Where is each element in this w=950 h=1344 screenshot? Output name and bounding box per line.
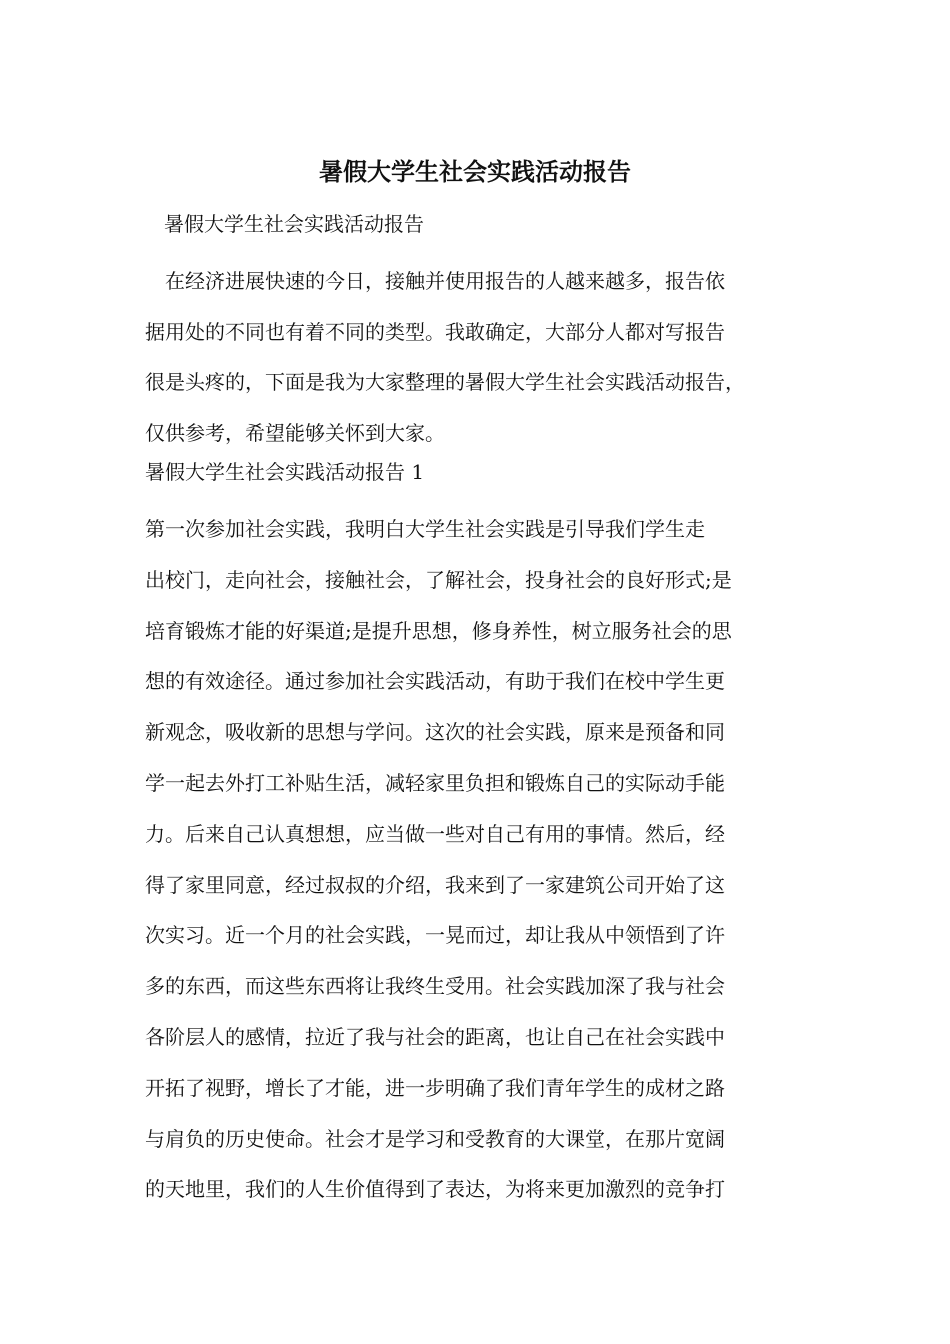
body-line: 学一起去外打工补贴生活，减轻家里负担和锻炼自己的实际动手能 <box>145 770 725 795</box>
body-line: 的天地里，我们的人生价值得到了表达，为将来更加激烈的竞争打 <box>145 1177 725 1202</box>
body-line: 培育锻炼才能的好渠道;是提升思想，修身养性，树立服务社会的思 <box>145 618 732 643</box>
body-line: 次实习。近一个月的社会实践，一晃而过，却让我从中领悟到了许 <box>145 923 725 948</box>
body-paragraph <box>145 504 809 1215</box>
body-line: 各阶层人的感情，拉近了我与社会的距离，也让自己在社会实践中 <box>145 1024 725 1049</box>
body-line: 力。后来自己认真想想，应当做一些对自己有用的事情。然后，经 <box>145 821 725 846</box>
body-line: 想的有效途径。通过参加社会实践活动，有助于我们在校中学生更 <box>145 669 725 694</box>
intro-line: 据用处的不同也有着不同的类型。我敢确定，大部分人都对写报告 <box>145 319 725 344</box>
intro-line: 在经济进展快速的今日，接触并使用报告的人越来越多，报告依 <box>145 269 725 293</box>
body-line: 出校门，走向社会，接触社会，了解社会，投身社会的良好形式;是 <box>145 567 732 592</box>
document-subtitle: 暑假大学生社会实践活动报告 <box>164 212 424 236</box>
page-title: 暑假大学生社会实践活动报告 <box>319 158 631 186</box>
body-line: 开拓了视野，增长了才能，进一步明确了我们青年学生的成材之路 <box>145 1075 725 1100</box>
intro-line: 仅供参考，希望能够关怀到大家。 <box>145 420 445 445</box>
body-line: 多的东西，而这些东西将让我终生受用。社会实践加深了我与社会 <box>145 974 725 999</box>
intro-paragraph <box>145 256 817 458</box>
body-line: 与肩负的历史使命。社会才是学习和受教育的大课堂，在那片宽阔 <box>145 1126 725 1151</box>
intro-line: 很是头疼的，下面是我为大家整理的暑假大学生社会实践活动报告， <box>145 370 745 394</box>
body-line: 新观念，吸收新的思想与学问。这次的社会实践，原来是预备和同 <box>145 720 725 745</box>
body-line: 得了家里同意，经过叔叔的介绍，我来到了一家建筑公司开始了这 <box>145 872 725 897</box>
section-heading: 暑假大学生社会实践活动报告 1 <box>145 460 425 484</box>
body-line: 第一次参加社会实践，我明白大学生社会实践是引导我们学生走 <box>145 517 705 541</box>
